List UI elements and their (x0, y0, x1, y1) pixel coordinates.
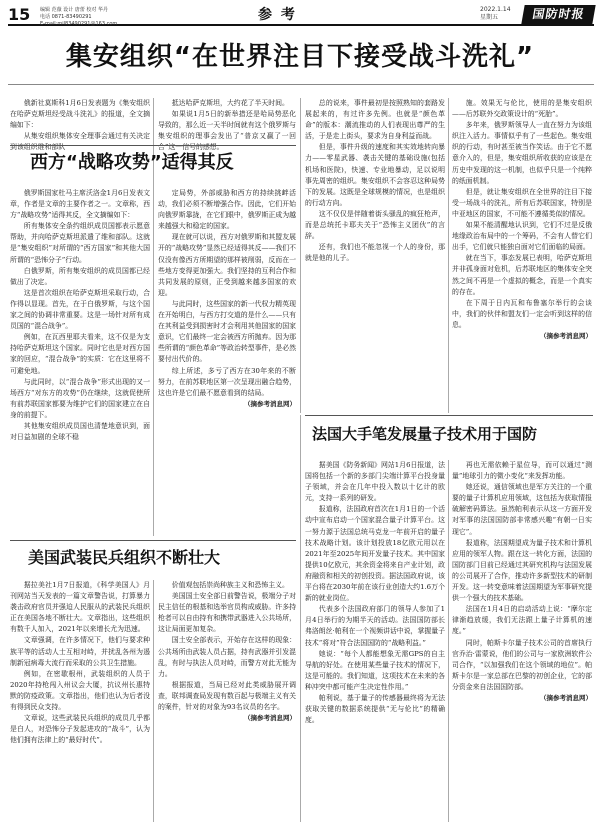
article-column (158, 580, 296, 822)
page-number: 15 (8, 5, 31, 24)
article-divider (305, 415, 593, 416)
article-headline: 美国武装民兵组织不断壮大 (28, 548, 221, 567)
paragraph: 这是首次组织在哈萨克斯坦采取行动，合作得以显现。首先，在于白俄罗斯，与这个国家之间的协调非常重要。这是一场针对所有成员国的“混合战争”。 (10, 288, 150, 331)
paragraph: 文章说，这些武装民兵组织的成员几乎都是白人，对恐怖分子发起进攻的“战斗”，认为他们拥有法律上的“最好时代”。 (10, 714, 150, 745)
paragraph: 同时，帕斯卡尔量子技术公司的首席执行官乔治·雷蒙说，他们的公司与一家欧洲软件公司合作，“以加强我们在这个领域的地位”。帕斯卡尔是一家总部在巴黎的初创企业，它的部分资金来自法国国防部。 (452, 638, 593, 691)
section-title: 参 考 (258, 7, 297, 23)
paragraph: 帕利说，基于量子的传感器最终将为无法获取关键的数据系统提供“无与伦比”的精确度。 (305, 693, 445, 725)
paragraph: 但是，就让集安组织在全世界的注目下接受一场战斗的洗礼，所有后苏联国家，特别是中亚地区的国家，不可能不遵循类似的情况。 (452, 187, 592, 218)
paragraph: 价值观包括崇尚种族主义和恐怖主义。 (171, 581, 289, 589)
paragraph: 再也无需依赖于星位导，而可以通过“测量”地球引力的微小变化“来发挥功能。 (452, 461, 592, 481)
paragraph: 她还说，通信领域也是军方关注的一个重要的量子计算机应用领域，这包括为获取情报破解密码算法。虽然帕利表示从这一方面开发对军事的法国国防部非常感兴趣“有朝一日实现它”。 (452, 483, 592, 536)
paragraph: 抵达哈萨克斯坦，大约花了半天时间。 (171, 99, 289, 107)
paragraph: 据美国《防务新闻》网站1月6日报道，法国将包括一个新的多部门尖端计算平台投身量子领域，并会在几年中投入数以十亿计的欧元，支持一系列的研发。 (305, 461, 445, 503)
edition-info (40, 7, 140, 28)
paragraph: 总的说来，事件最初是按照熟知的套路发展起来的，有过许多先例。也就是“颜色革命”的版本：潮流推动的人们表现出尊严的生活，于是走上街头，要求为自身利益而战。 (305, 99, 445, 141)
paragraph: 所有集体安全条约组织成员国都表示愿意帮助，并向哈萨克斯坦派遣了维和部队。这就是“集安组织”对所谓的“西方国家”和其他大国所谓的“恐怖分子”行动。 (10, 222, 150, 264)
issue-date (480, 6, 524, 22)
page-header (8, 6, 594, 26)
paragraph: 施。效果无与伦比，使用的是集安组织——后苏联外交政策设计的“死胎”。 (452, 99, 592, 119)
column-divider (153, 580, 154, 822)
paragraph: 其他集安组织成员国也清楚地意识到，面对日益加剧的全球不稳 (10, 421, 150, 442)
newspaper-logo: 国防时报 (521, 5, 595, 24)
paragraph: 就在当下，事态发展已表明，哈萨克斯坦并非孤身面对危机，后苏联地区的集体安全突然之间不再是一个虚拟的概念，而是一个真实的存在。 (452, 254, 592, 296)
paragraph: 在下周于日内瓦和布鲁塞尔举行的会谈中，我们的伙伴和盟友们一定会听到这样的信息。 (452, 298, 592, 329)
date-text: 2022.1.14 (480, 6, 511, 13)
paragraph: 但是，事件升级的速度和其实效地转向暴力——零星武器、袭击关键的基础设施(包括机场和医院)，快速、专业地暴动，足以说明事先周密的组织。集安组织不会容忍这种局势下的发展。这既是全球规模的情况，也是组织的行动方向。 (305, 143, 445, 207)
paragraph: 报道称，法国期望成为量子技术和计算机应用的领军人物。跟在这一转化方面，法国的国防部门目前已经通过其研究机构与法国发展的公司展开了合作，推动许多新型技术的研制开发。这一转变意味着法国期望为军事研究提供一个强大的技术基础。 (452, 538, 592, 603)
edition-info-line: 电话 0871-83490291 (40, 14, 92, 20)
paragraph: 多年来，俄罗斯领导人一直在努力为该组织注入活力。事情似乎有了一些起色。集安组织的行动，有时甚至被当作笑话。由于它不愿意介入的，但是，集安组织所收获的应该是在历史中发现的这一机制，也似乎只是一个纯粹的纸面机制。 (452, 121, 592, 185)
article-continuation (158, 98, 296, 152)
main-headline: 集安组织“在世界注目下接受战斗洗礼” (65, 42, 535, 72)
article-column (10, 580, 150, 822)
paragraph: 美国国土安全部日前警告说，极端分子对民主信任的根基和选举官员构成威胁。许多持枪者可以自由持有和携带武器进入公共场所，这让局面更加复杂。 (158, 592, 296, 634)
paragraph: 如果说1月5日的新举措还是哈局势恶化导致的，那么近一天半时间就有这个俄罗斯与集安组织的理事会发出了“普京又赢了一回合”这一信号的感想。 (158, 110, 296, 152)
paragraph: 文章强调，在许多情况下，他们与要求种族平等的活动人士互相对峙，并扰乱各州为遏制新冠病毒大流行而采取的公共卫生措施。 (10, 636, 150, 667)
paragraph: 俄新社莫斯科1月6日发表题为《集安组织在哈萨克斯坦经受战斗洗礼》的报道，全文摘编如下： (10, 99, 150, 130)
paragraph: 法国在1月4日的启动活动上说：“摩尔定律渐趋放缓，我们无法跟上量子计算机的速度。” (452, 605, 592, 636)
edition-info-line: E-mail:mil83490291@163.com (40, 21, 118, 27)
paragraph: 综上所述，多亏了西方在30年来的不断努力，在前苏联地区第一次呈现出融合趋势，这也许是它们最不愿意看到的结局。 (158, 366, 296, 397)
paragraph: 例如，在密歇根州，武装组织的人员于2020年持枪闯入州议会大厦，抗议州长惠特默的防疫政策。文章指出，他们也认为后者没有得到民众支持。 (10, 669, 150, 712)
source-credit: （摘参考消息网） (540, 693, 592, 702)
article-column (452, 460, 592, 822)
article-column (158, 188, 296, 536)
paragraph: 如果不能清醒地认识到，它们不过是反俄地缘政治布局中的一个筹码，不会有人替它们出手，它们就只能独自面对它们面临的局面。 (452, 221, 592, 252)
article-intro (10, 98, 150, 152)
paragraph: 白俄罗斯，所有集安组织的成员国都已经做出了决定。 (10, 266, 150, 286)
article-divider (10, 145, 296, 146)
article-column (305, 460, 445, 822)
column-divider (448, 98, 449, 413)
paragraph: 这不仅仅是伴随着街头骚乱的疯狂枪声，而是总统托卡耶夫关于“恐怖主义团伙”的言辞。 (305, 209, 445, 241)
paragraph: 从集安组织集体安全理事会通过有关决定到该组织维和部队 (10, 132, 150, 152)
source-credit: （摘参考消息网） (244, 399, 296, 408)
source-credit: （摘参考消息网） (540, 331, 592, 340)
column-divider (300, 98, 301, 413)
paragraph: 与此同时，以“混合战争”形式出现的又一场西方“对东方的攻势”仍在继续，这就促使所有前苏联国家都要为维护它们的国家建立在自身的前提下。 (10, 377, 150, 419)
source-credit: （摘参考消息网） (244, 714, 296, 723)
article-headline: 西方“战略攻势”适得其反 (30, 152, 234, 173)
paragraph: 国土安全部表示，开始存在这样的现象：公共场所由武装人员占据，持有武器并引发混乱，有时与执法人员对峙，而警方对此无能为力。 (158, 636, 296, 678)
column-divider (448, 460, 449, 822)
article-column (10, 188, 150, 536)
paragraph: 据拉美社1月7日报道，《科学美国人》月刊网站当天发表的一篇文章警告说，打算暴力袭击政府官员并强迫人民服从的武装民兵组织正在美国各地不断壮大。文章指出，这些组织有数千人加入，2021年以来增长尤为迅速。 (10, 581, 150, 634)
paragraph: 还有，我们也不能忽视一个人的身份，那就是他的儿子。 (305, 243, 445, 263)
paragraph: 根据报道，当局已经对此类威胁展开调查，联邦调查局发现有数百起与极端主义有关的案件，针对的对象为93名议员的名字。 (158, 680, 296, 712)
paragraph: 代表多个法国政府部门的领导人参加了1月4日举行的为期半天的活动。法国国防部长弗洛朗丝·帕利在一个视频讲话中说，掌握量子技术“将对”符合法国国防的“战略利益。” (305, 605, 446, 647)
article-divider (10, 540, 296, 541)
paragraph: 例如，在瓦西里耶夫看来，这不仅是为支持哈萨克斯坦这个国家。同时它也是对西方国家的回应，“混合战争”的实质：它在这里将不可避免地。 (10, 333, 150, 375)
headline-divider (8, 84, 594, 85)
paragraph: 报道称，法国政府首次在1月1日的一个活动中宣布启动一个国家混合量子计算平台。这一努力源于法国总统马克龙一年前开启的量子技术战略计划。该计划投放18亿欧元用以在2021年至2025年间开发量子技术。其中国家提供10亿欧元，其余资金将来自产业计划，政府融资和相关的初创投资。据法国政府说，该平台将在2030年前在该行业创造大约1.6万个新的就业岗位。 (305, 505, 445, 603)
paragraph: 定局势，外部威胁和西方的持续挑衅活动，我们必须不断增强合作。因此，它们开始向俄罗斯靠拢，在它们眼中，俄罗斯正成为越来越强大和稳定的国家。 (158, 189, 296, 231)
weekday-text: 星期五 (480, 14, 499, 21)
paragraph: 与此同时，这些国家的新一代权力精英现在开始明白，与西方打交道的是什么——只有在其利益受到损害时才会利用其他国家的国家意识，它们最终一定会被西方所抛弃。因为那些所谓的“颜色革命”等政治转型事件，是必然要付出代价的。 (158, 299, 296, 364)
article-column (305, 98, 445, 410)
article-headline: 法国大手笔发展量子技术用于国防 (312, 425, 538, 443)
column-divider (153, 188, 154, 536)
paragraph: 俄罗斯国家杜马主席沃洛金1月6日发表文章，作者是文章的主要作者之一。文章称，西方“战略攻势”适得其反，全文摘编如下： (10, 189, 150, 220)
article-column (452, 98, 592, 410)
edition-info-line: 编辑 范薇 设计 唐蕾 校对 华丹 (40, 7, 108, 13)
column-divider (300, 415, 301, 822)
paragraph: 她说：“每个人都能想象无需GPS的自主导航的好处。在使用某些量子技术的情况下，这是可能的。我们知道，这项技术在未来的各种冲突中都可能产生决定性作用。” (305, 649, 445, 691)
paragraph: 现在就可以说，西方对俄罗斯和其盟友展开的“战略攻势”显然已经适得其反——我们不仅没有像西方所期望的那样被削弱，反而在一些地方变得更加强大。我们坚持的互利合作和共同发展的原则，正受到越来越多国家的欢迎。 (158, 233, 296, 297)
